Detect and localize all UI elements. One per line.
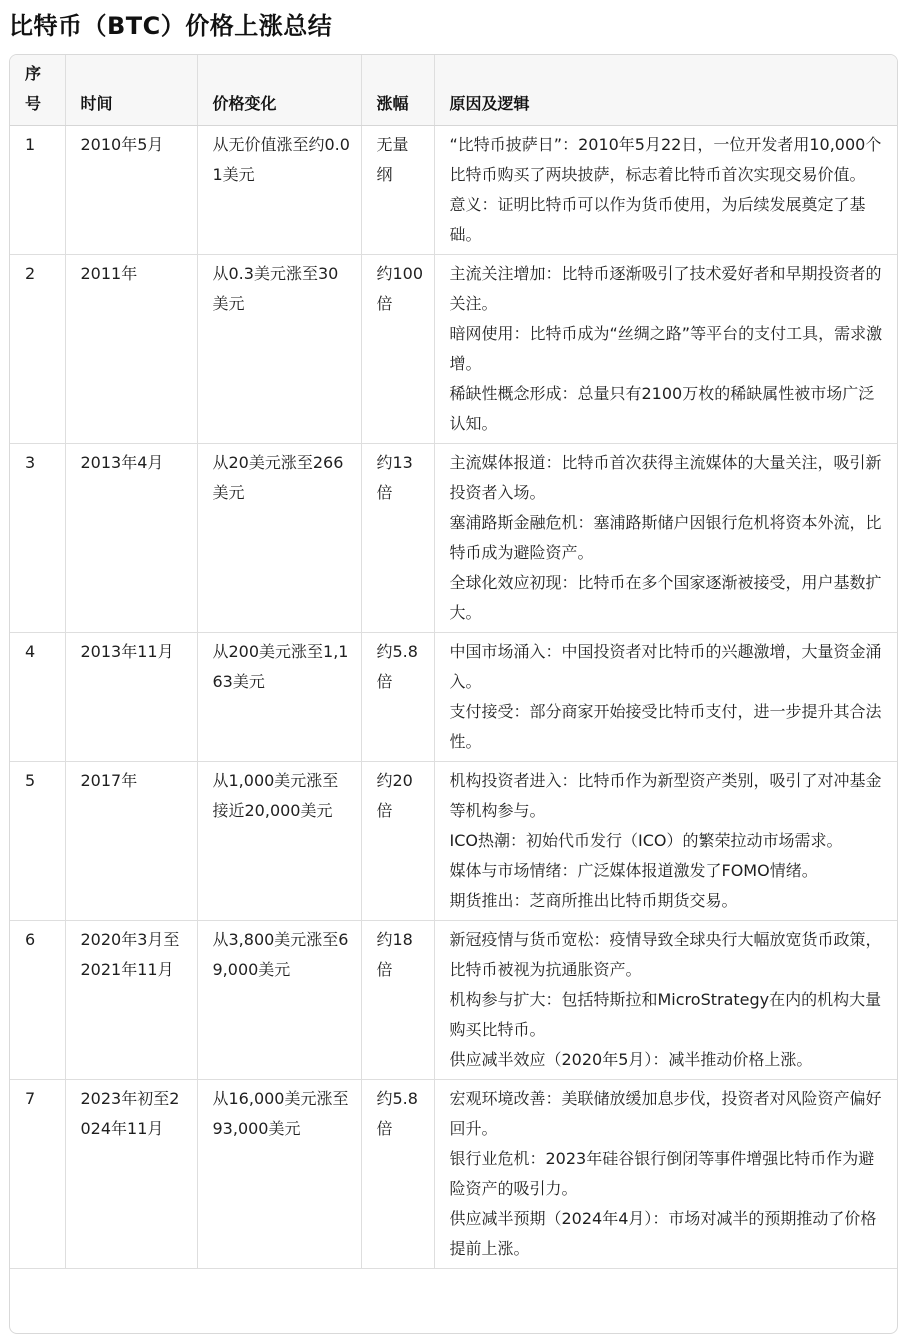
table-row [10,126,897,255]
table-row [10,762,897,921]
row-reason [434,1080,897,1269]
row-index: 6 [10,921,65,1080]
row-index: 7 [10,1080,65,1269]
reason-line: 供应减半预期（2024年4月）：市场对减半的预期推动了价格提前上涨。 [449,1209,877,1258]
header-price-change: 价格变化 [197,55,361,126]
table-header [10,55,897,126]
reason-line: 意义：证明比特币可以作为货币使用，为后续发展奠定了基础。 [449,195,866,244]
row-price-change: 从0.3美元涨至30美元 [197,255,361,444]
row-index: 2 [10,255,65,444]
row-time: 2011年 [65,255,197,444]
row-price-change: 从16,000美元涨至93,000美元 [197,1080,361,1269]
header-index-line1: 序 [25,64,42,83]
row-time: 2017年 [65,762,197,921]
table [10,55,897,1269]
row-price-change: 从无价值涨至约0.01美元 [197,126,361,255]
row-index: 5 [10,762,65,921]
row-increase: 约5.8倍 [361,633,434,762]
row-reason [434,444,897,633]
table-row [10,1080,897,1269]
reason-line: 机构投资者进入：比特币作为新型资产类别，吸引了对冲基金等机构参与。 [449,771,882,820]
row-time: 2013年4月 [65,444,197,633]
header-time: 时间 [65,55,197,126]
table-row [10,444,897,633]
row-index: 1 [10,126,65,255]
row-reason [434,255,897,444]
reason-line: 全球化效应初现：比特币在多个国家逐渐被接受，用户基数扩大。 [449,573,882,622]
row-increase: 约20倍 [361,762,434,921]
reason-line: 宏观环境改善：美联储放缓加息步伐，投资者对风险资产偏好回升。 [449,1089,882,1138]
header-increase: 涨幅 [361,55,434,126]
row-increase: 约100倍 [361,255,434,444]
reason-line: 供应减半效应（2020年5月）：减半推动价格上涨。 [449,1050,813,1069]
row-price-change: 从20美元涨至266美元 [197,444,361,633]
row-time: 2010年5月 [65,126,197,255]
row-increase: 约5.8倍 [361,1080,434,1269]
reason-line: 主流关注增加：比特币逐渐吸引了技术爱好者和早期投资者的关注。 [449,264,882,313]
reason-line: 机构参与扩大：包括特斯拉和MicroStrategy在内的机构大量购买比特币。 [449,990,882,1039]
reason-line: ICO热潮：初始代币发行（ICO）的繁荣拉动市场需求。 [449,831,843,850]
reason-line: 支付接受：部分商家开始接受比特币支付，进一步提升其合法性。 [449,702,882,751]
row-price-change: 从200美元涨至1,163美元 [197,633,361,762]
reason-line: 塞浦路斯金融危机：塞浦路斯储户因银行危机将资本外流，比特币成为避险资产。 [449,513,882,562]
reason-line: 主流媒体报道：比特币首次获得主流媒体的大量关注，吸引新投资者入场。 [449,453,882,502]
header-index-line2: 号 [25,94,42,113]
reason-line: 期货推出：芝商所推出比特币期货交易。 [449,891,738,910]
reason-line: “比特币披萨日”：2010年5月22日，一位开发者用10,000个比特币购买了两块披萨，标志着比特币首次实现交易价值。 [449,135,882,184]
row-increase: 约13倍 [361,444,434,633]
btc-summary-table [9,54,898,1334]
row-index: 4 [10,633,65,762]
row-price-change: 从1,000美元涨至接近20,000美元 [197,762,361,921]
header-row [10,55,897,126]
row-increase: 约18倍 [361,921,434,1080]
reason-line: 暗网使用：比特币成为“丝绸之路”等平台的支付工具，需求激增。 [449,324,883,373]
table-body [10,126,897,1269]
row-index: 3 [10,444,65,633]
reason-line: 银行业危机：2023年硅谷银行倒闭等事件增强比特币作为避险资产的吸引力。 [449,1149,875,1198]
row-increase: 无量纲 [361,126,434,255]
row-price-change: 从3,800美元涨至69,000美元 [197,921,361,1080]
row-time: 2013年11月 [65,633,197,762]
row-time: 2020年3月至2021年11月 [65,921,197,1080]
row-time: 2023年初至2024年11月 [65,1080,197,1269]
row-reason [434,762,897,921]
table-row [10,633,897,762]
row-reason [434,126,897,255]
header-reason: 原因及逻辑 [434,55,897,126]
reason-line: 稀缺性概念形成：总量只有2100万枚的稀缺属性被市场广泛认知。 [449,384,875,433]
table-row [10,255,897,444]
reason-line: 中国市场涌入：中国投资者对比特币的兴趣激增，大量资金涌入。 [449,642,882,691]
reason-line: 媒体与市场情绪：广泛媒体报道激发了FOMO情绪。 [449,861,818,880]
row-reason [434,921,897,1080]
table-row [10,921,897,1080]
row-reason [434,633,897,762]
page-title: 比特币（BTC）价格上涨总结 [9,12,333,40]
reason-line: 新冠疫情与货币宽松：疫情导致全球央行大幅放宽货币政策，比特币被视为抗通胀资产。 [449,930,882,979]
header-index [10,55,65,126]
